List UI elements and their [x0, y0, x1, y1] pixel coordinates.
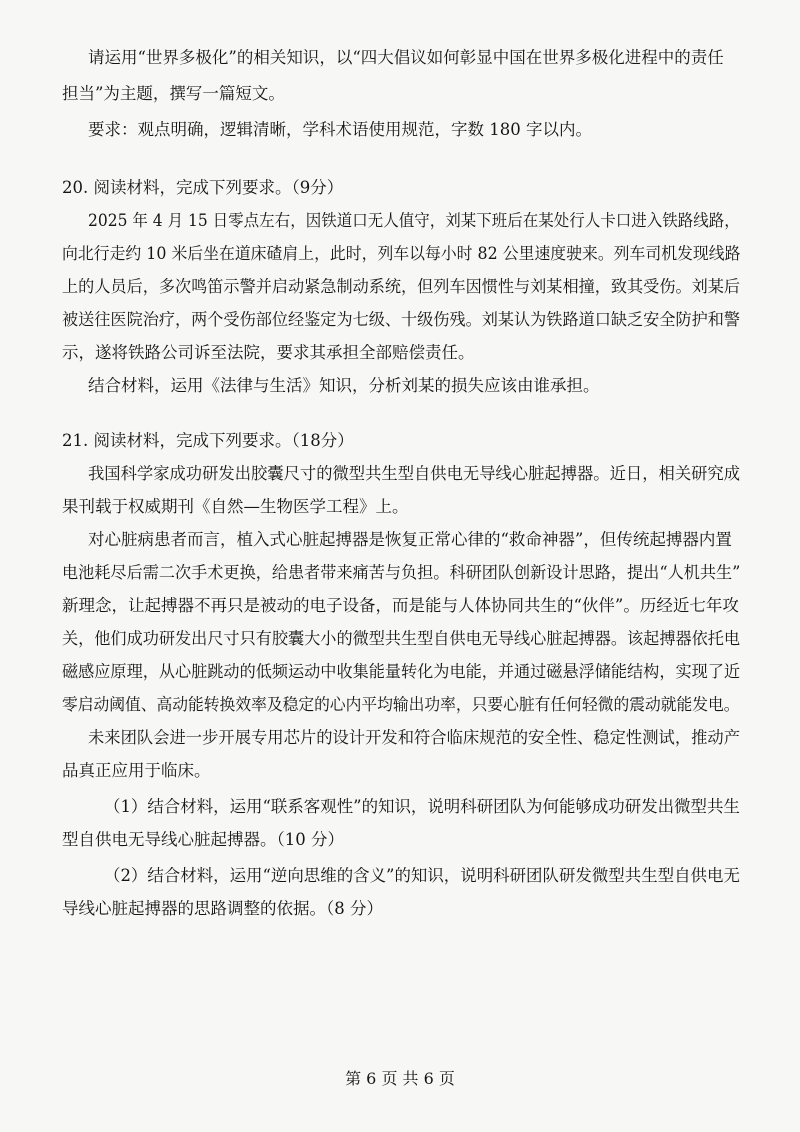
page-number: 第 6 页 共 6 页: [345, 1069, 455, 1088]
q21-para2-line: 电池耗尽后需二次手术更换，给患者带来痛苦与负担。科研团队创新设计思路，提出“人机共生”: [62, 563, 741, 582]
q21-sub2-line: （2）结合材料，运用“逆向思维的含义”的知识，说明科研团队研发微型共生型自供电无: [104, 866, 740, 885]
q21-sub1-line: 型自供电无导线心脏起搏器。（10 分）: [62, 830, 344, 849]
q21-para1-line: 果刊载于权威期刊《自然—生物医学工程》上。: [62, 497, 409, 516]
q21-para2-line: 新理念，让起搏器不再只是被动的电子设备，而是能与人体协同共生的“伙伴”。历经近七年攻: [62, 596, 739, 615]
intro-line-1: 请运用“世界多极化”的相关知识，以“四大倡议如何彰显中国在世界多极化进程中的责任: [88, 48, 724, 67]
q21-para2-line: 零启动阈值、高动能转换效率及稳定的心内平均输出功率，只要心脏有任何轻微的震动就能发电。: [62, 695, 740, 714]
q20-material-line: 向北行走约 10 米后坐在道床碴肩上，此时，列车以每小时 82 公里速度驶来。列车司机发现线路: [62, 244, 741, 263]
q21-sub2-line: 导线心脏起搏器的思路调整的依据。（8 分）: [62, 899, 383, 918]
q21-para1-line: 我国科学家成功研发出胶囊尺寸的微型共生型自供电无导线心脏起搏器。近日，相关研究成: [88, 464, 741, 483]
q21-heading: 21. 阅读材料，完成下列要求。（18分）: [62, 431, 354, 450]
q20-material-line: 2025 年 4 月 15 日零点左右，因铁道口无人值守，刘某下班后在某处行人卡口进入铁路线路，: [88, 211, 740, 230]
q21-para2-line: 对心脏病患者而言，植入式心脏起搏器是恢复正常心律的“救命神器”，但传统起搏器内置: [88, 530, 732, 549]
q20-material-line: 示，遂将铁路公司诉至法院，要求其承担全部赔偿责任。: [62, 343, 475, 362]
q21-para3-line: 品真正应用于临床。: [62, 761, 211, 780]
q20-task: 结合材料，运用《法律与生活》知识，分析刘某的损失应该由谁承担。: [88, 376, 600, 395]
q21-sub1-line: （1）结合材料，运用“联系客观性”的知识，说明科研团队为何能够成功研发出微型共生: [104, 797, 740, 816]
intro-requirement: 要求：观点明确，逻辑清晰，学科术语使用规范，字数 180 字以内。: [88, 120, 592, 139]
intro-line-2: 担当”为主题，撰写一篇短文。: [62, 84, 285, 103]
q20-material-line: 上的人员后，多次鸣笛示警并启动紧急制动系统，但列车因惯性与刘某相撞，致其受伤。刘某后: [62, 277, 741, 296]
q21-para2-line: 磁感应原理，从心脏跳动的低频运动中收集能量转化为电能，并通过磁悬浮储能结构，实现了近: [62, 662, 741, 681]
q20-heading: 20. 阅读材料，完成下列要求。（9分）: [62, 178, 344, 197]
q21-para3-line: 未来团队会进一步开展专用芯片的设计开发和符合临床规范的安全性、稳定性测试，推动产: [88, 728, 741, 747]
q20-material-line: 被送往医院治疗，两个受伤部位经鉴定为七级、十级伤残。刘某认为铁路道口缺乏安全防护和警: [62, 310, 741, 329]
q21-para2-line: 关，他们成功研发出尺寸只有胶囊大小的微型共生型自供电无导线心脏起搏器。该起搏器依托电: [62, 629, 741, 648]
